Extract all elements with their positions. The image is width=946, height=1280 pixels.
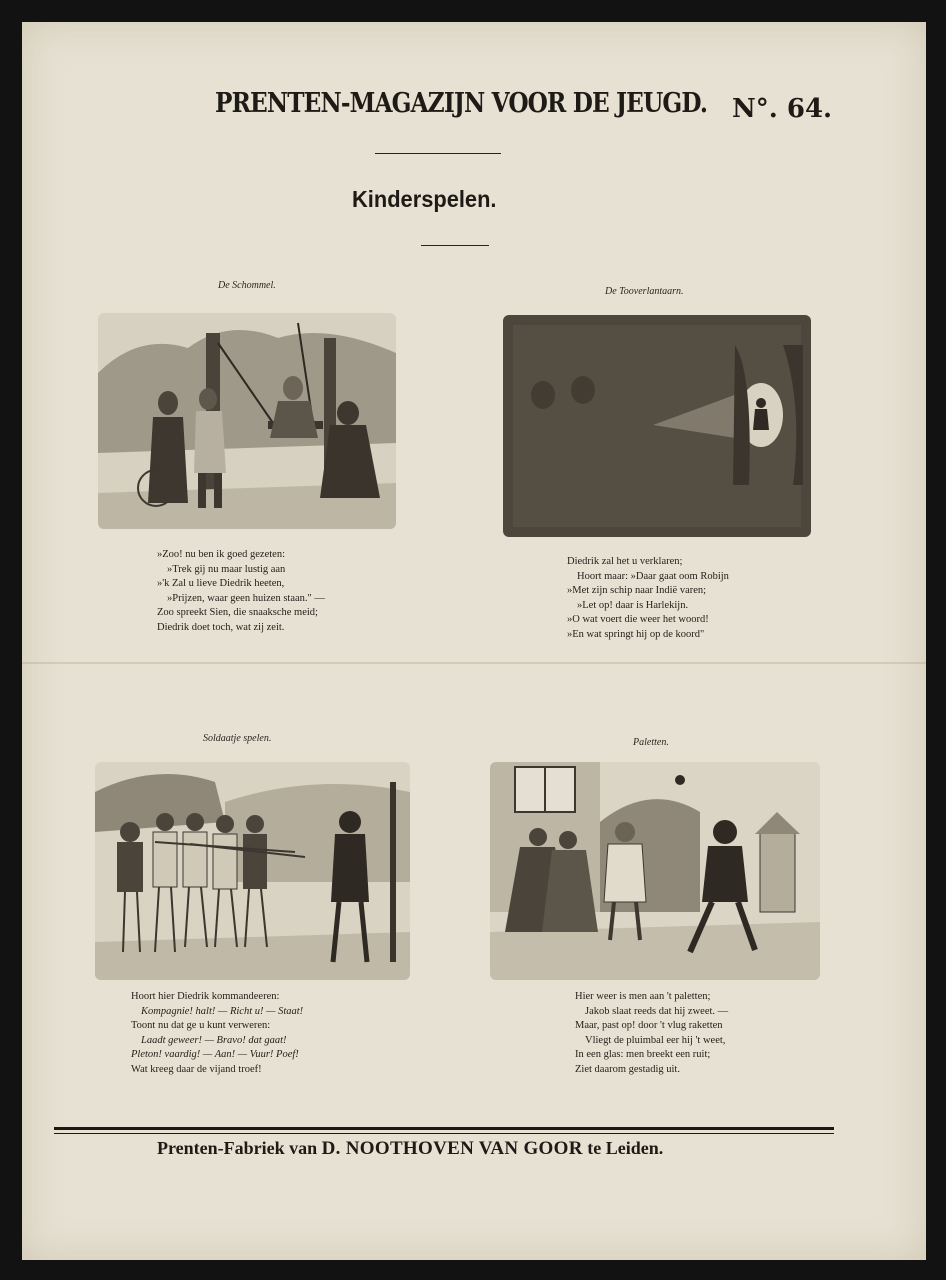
verse-line: Laadt geweer! — Bravo! dat gaat! bbox=[141, 1034, 287, 1046]
verse-line: »'k Zal u lieve Diedrik heeten, bbox=[157, 578, 285, 589]
verse-schommel bbox=[157, 548, 325, 635]
verse-line: Toont nu dat ge u kunt verweren: bbox=[131, 1020, 271, 1031]
verse-line: »Met zijn schip naar Indië varen; bbox=[567, 585, 707, 596]
imprint-suffix: te Leiden. bbox=[587, 1138, 664, 1158]
verse-line: »Prijzen, waar geen huizen staan." — bbox=[167, 592, 325, 604]
verse-tooverlantaarn bbox=[567, 555, 729, 642]
publisher-imprint bbox=[157, 1138, 663, 1160]
verse-line: Pleton! vaardig! — Aan! — Vuur! Poef! bbox=[131, 1049, 299, 1060]
sheet-number: N°. 64. bbox=[732, 94, 833, 124]
subtitle-divider bbox=[421, 245, 489, 246]
publisher-name: D. NOOTHOVEN VAN GOOR bbox=[321, 1138, 583, 1159]
sheet-title: PRENTEN-MAGAZIJN VOOR DE JEUGD. bbox=[215, 88, 708, 119]
verse-line: Jakob slaat reeds dat hij zweet. — bbox=[585, 1005, 729, 1017]
page-subtitle: Kinderspelen. bbox=[352, 186, 497, 212]
verse-line: »Trek gij nu maar lustig aan bbox=[167, 563, 286, 575]
verse-line: Vliegt de pluimbal eer hij 't weet, bbox=[585, 1034, 726, 1046]
badminton-engraving bbox=[490, 762, 820, 980]
panel-caption-paletten: Paletten. bbox=[633, 737, 669, 748]
verse-line: In een glas: men breekt een ruit; bbox=[575, 1049, 711, 1060]
paper-fold-line bbox=[22, 662, 926, 664]
verse-line: Kompagnie! halt! — Richt u! — Staat! bbox=[141, 1005, 304, 1017]
swing-engraving bbox=[98, 313, 396, 529]
verse-line: »Let op! daar is Harlekijn. bbox=[577, 599, 689, 611]
verse-line: »Zoo! nu ben ik goed gezeten: bbox=[157, 549, 285, 560]
panel-caption-schommel: De Schommel. bbox=[218, 280, 276, 291]
magic-lantern-engraving bbox=[503, 315, 811, 537]
panel-caption-soldaatje: Soldaatje spelen. bbox=[203, 733, 272, 744]
verse-line: Diedrik zal het u verklaren; bbox=[567, 556, 683, 567]
footer-rule-thin bbox=[54, 1133, 834, 1134]
verse-line: Maar, past op! door 't vlug raketten bbox=[575, 1020, 723, 1031]
verse-line: »O wat voert die weer het woord! bbox=[567, 614, 709, 625]
verse-line: Hier weer is men aan 't paletten; bbox=[575, 991, 711, 1002]
verse-line: Hoort hier Diedrik kommandeeren: bbox=[131, 991, 280, 1002]
verse-soldaatje bbox=[131, 990, 303, 1077]
verse-line: »En wat springt hij op de koord" bbox=[567, 628, 705, 640]
verse-line: Wat kreeg daar de vijand troef! bbox=[131, 1063, 262, 1075]
verse-line: Hoort maar: »Daar gaat oom Robijn bbox=[577, 570, 729, 582]
verse-line: Diedrik doet toch, wat zij zeit. bbox=[157, 621, 285, 633]
verse-line: Ziet daarom gestadig uit. bbox=[575, 1063, 680, 1075]
panel-caption-tooverlantaarn: De Tooverlantaarn. bbox=[605, 286, 684, 297]
soldiers-engraving bbox=[95, 762, 410, 980]
footer-rule-thick bbox=[54, 1127, 834, 1130]
title-divider bbox=[375, 153, 501, 154]
imprint-prefix: Prenten-Fabriek van bbox=[157, 1138, 318, 1158]
verse-line: Zoo spreekt Sien, die snaaksche meid; bbox=[157, 607, 318, 618]
verse-paletten bbox=[575, 990, 728, 1077]
